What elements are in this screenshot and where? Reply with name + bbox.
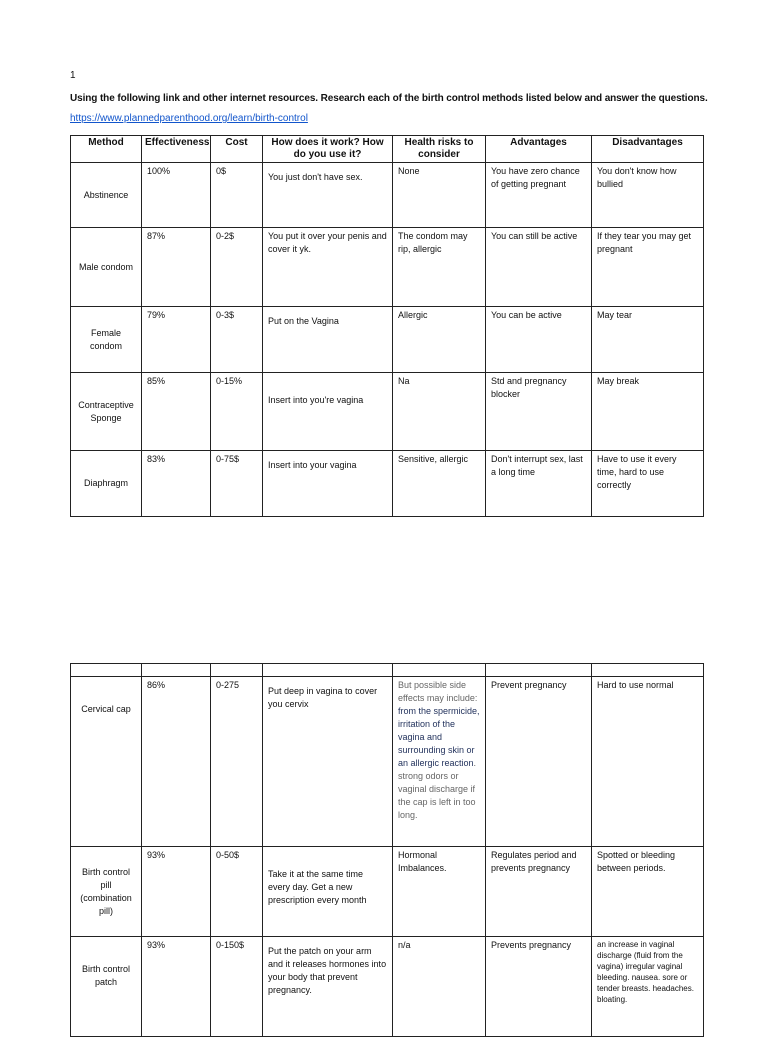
instructions-text: Using the following link and other internet resources. Research each of the birth control methods listed below and answer the questions.: [70, 93, 708, 104]
empty-cell: [211, 664, 263, 677]
advantages-cell: Prevents pregnancy: [486, 937, 592, 1037]
effectiveness-cell: 93%: [142, 937, 211, 1037]
header-risks: Health risks to consider: [393, 136, 486, 163]
table-row: [71, 163, 704, 228]
advantages-cell: You can be active: [486, 307, 592, 373]
disadvantages-cell: If they tear you may get pregnant: [592, 228, 704, 307]
advantages-cell: You have zero chance of getting pregnant: [486, 163, 592, 228]
method-cell: Birth control patch: [71, 937, 142, 1037]
method-cell: Contraceptive Sponge: [71, 373, 142, 451]
advantages-cell: Regulates period and prevents pregnancy: [486, 847, 592, 937]
table-row: [71, 307, 704, 373]
method-cell: Cervical cap: [71, 677, 142, 847]
cost-cell: 0-75$: [211, 451, 263, 517]
table-row: [71, 937, 704, 1037]
header-effectiveness: Effectiveness: [142, 136, 211, 163]
empty-cell: [592, 664, 704, 677]
table-row: [71, 228, 704, 307]
effectiveness-cell: 79%: [142, 307, 211, 373]
how-text: You just don't have sex.: [268, 172, 363, 182]
how-cell: [263, 451, 393, 517]
birth-control-table-2: [70, 663, 704, 1037]
how-cell: [263, 847, 393, 937]
cost-cell: 0$: [211, 163, 263, 228]
advantages-cell: You can still be active: [486, 228, 592, 307]
table-row: [71, 847, 704, 937]
risks-cell: [393, 677, 486, 847]
how-text: Take it at the same time every day. Get a new prescription every month: [268, 869, 367, 905]
risks-cell: Na: [393, 373, 486, 451]
header-disadvantages: Disadvantages: [592, 136, 704, 163]
how-text: Put the patch on your arm and it releases hormones into your body that prevent pregnancy.: [268, 946, 387, 995]
risks-cell: Sensitive, allergic: [393, 451, 486, 517]
header-advantages: Advantages: [486, 136, 592, 163]
table-row: [71, 677, 704, 847]
advantages-cell: Prevent pregnancy: [486, 677, 592, 847]
empty-cell: [263, 664, 393, 677]
header-cost: Cost: [211, 136, 263, 163]
method-cell: Birth control pill (combination pill): [71, 847, 142, 937]
empty-cell: [71, 664, 142, 677]
how-text: Insert into you're vagina: [268, 395, 364, 405]
cost-cell: 0-150$: [211, 937, 263, 1037]
how-cell: [263, 677, 393, 847]
page-number: 1: [70, 70, 76, 81]
risks-cell: None: [393, 163, 486, 228]
header-method: Method: [71, 136, 142, 163]
how-cell: [263, 937, 393, 1037]
method-cell: Abstinence: [71, 163, 142, 228]
risks-cell: Hormonal Imbalances.: [393, 847, 486, 937]
cost-cell: 0-15%: [211, 373, 263, 451]
how-text: Insert into your vagina: [268, 460, 357, 470]
advantages-cell: Don't interrupt sex, last a long time: [486, 451, 592, 517]
how-cell: [263, 373, 393, 451]
empty-cell: [393, 664, 486, 677]
disadvantages-cell: an increase in vaginal discharge (fluid from the vagina) irregular vaginal bleeding. nausea. sore or tender breasts. headaches. bloating.: [592, 937, 704, 1037]
disadvantages-cell: Spotted or bleeding between periods.: [592, 847, 704, 937]
empty-cell: [486, 664, 592, 677]
method-cell: Female condom: [71, 307, 142, 373]
how-cell: [263, 163, 393, 228]
disadvantages-cell: May tear: [592, 307, 704, 373]
empty-header-row: [71, 664, 704, 677]
empty-cell: [142, 664, 211, 677]
risks-cell: n/a: [393, 937, 486, 1037]
risks-cell: Allergic: [393, 307, 486, 373]
table-row: [71, 451, 704, 517]
table-header-row: [71, 136, 704, 163]
risks-cell: The condom may rip, allergic: [393, 228, 486, 307]
effectiveness-cell: 93%: [142, 847, 211, 937]
cost-cell: 0-275: [211, 677, 263, 847]
planned-parenthood-link[interactable]: https://www.plannedparenthood.org/learn/birth-control: [70, 113, 308, 124]
table-row: [71, 373, 704, 451]
effectiveness-cell: 87%: [142, 228, 211, 307]
disadvantages-cell: You don't know how bullied: [592, 163, 704, 228]
risks-intro-text: But possible side effects may include:: [398, 680, 478, 703]
how-text: Put on the Vagina: [268, 316, 339, 326]
how-text: Put deep in vagina to cover you cervix: [268, 686, 378, 709]
cost-cell: 0-50$: [211, 847, 263, 937]
cost-cell: 0-3$: [211, 307, 263, 373]
birth-control-table-1: [70, 135, 704, 517]
how-cell: You put it over your penis and cover it yk.: [263, 228, 393, 307]
disadvantages-cell: May break: [592, 373, 704, 451]
risks-highlight-text: from the spermicide, irritation of the vagina and surrounding skin or an allergic reaction: [398, 706, 480, 768]
effectiveness-cell: 100%: [142, 163, 211, 228]
disadvantages-cell: Have to use it every time, hard to use correctly: [592, 451, 704, 517]
effectiveness-cell: 86%: [142, 677, 211, 847]
risks-extra-text: . strong odors or vaginal discharge if the cap is left in too long.: [398, 758, 477, 820]
disadvantages-cell: Hard to use normal: [592, 677, 704, 847]
cost-cell: 0-2$: [211, 228, 263, 307]
effectiveness-cell: 85%: [142, 373, 211, 451]
advantages-cell: Std and pregnancy blocker: [486, 373, 592, 451]
header-how: How does it work? How do you use it?: [263, 136, 393, 163]
how-cell: [263, 307, 393, 373]
effectiveness-cell: 83%: [142, 451, 211, 517]
method-cell: Diaphragm: [71, 451, 142, 517]
method-cell: Male condom: [71, 228, 142, 307]
